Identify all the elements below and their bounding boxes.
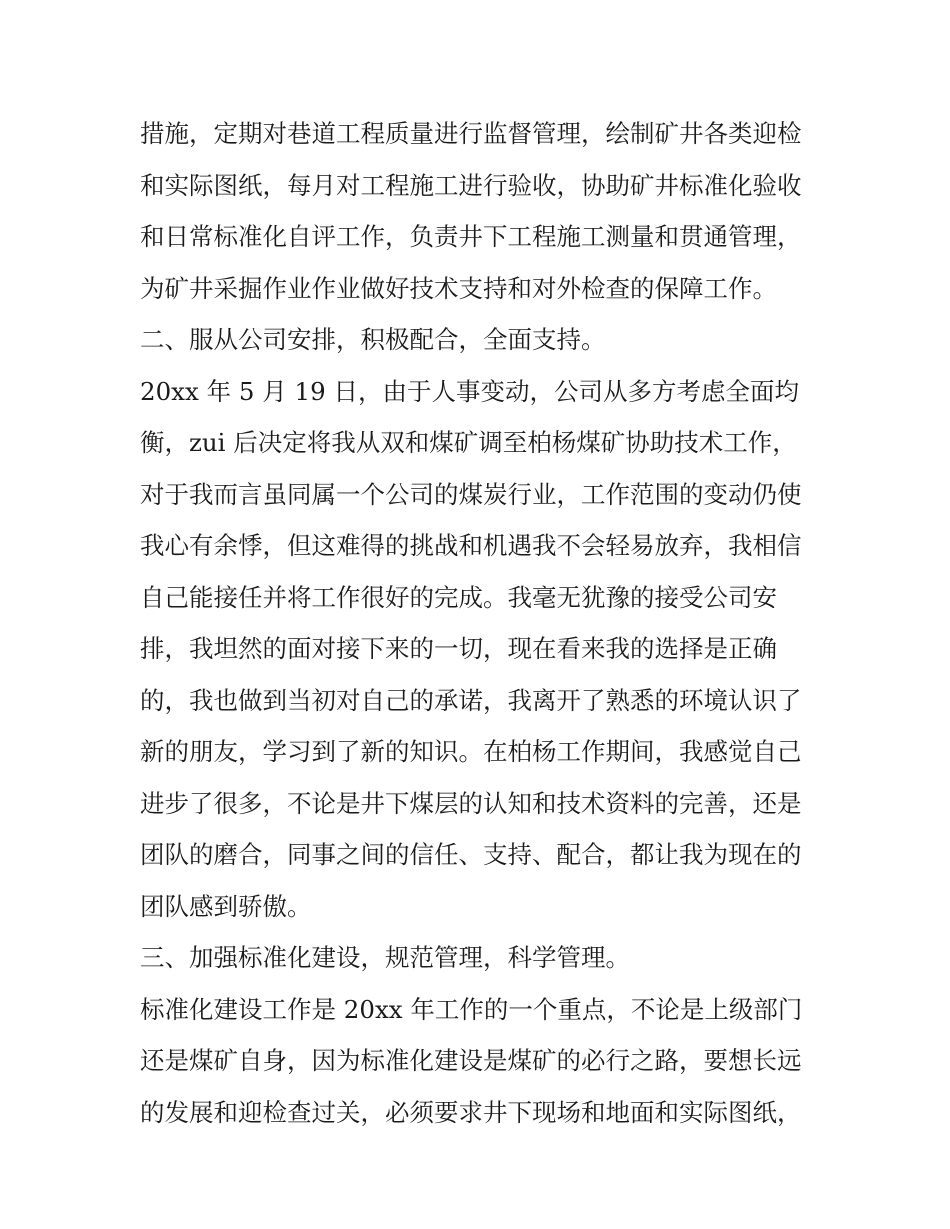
text-line: 和实际图纸，每月对工程施工进行验收，协助矿井标准化验收 bbox=[140, 170, 802, 200]
text-line: 对于我而言虽同属一个公司的煤炭行业，工作范围的变动仍使 bbox=[140, 479, 802, 509]
text-line: 我心有余悸，但这难得的挑战和机遇我不会轻易放弃，我相信 bbox=[140, 531, 802, 560]
text-line: 进步了很多，不论是井下煤层的认知和技术资料的完善，还是 bbox=[140, 788, 802, 818]
text-line: 新的朋友，学习到了新的知识。在柏杨工作期间，我感觉自己 bbox=[140, 737, 802, 766]
text-line: 衡，zui 后决定将我从双和煤矿调至柏杨煤矿协助技术工作， bbox=[140, 428, 797, 457]
text-line: 团队感到骄傲。 bbox=[140, 891, 312, 921]
text-line: 为矿井采掘作业作业做好技术支持和对外检查的保障工作。 bbox=[140, 273, 777, 303]
text-line: 的，我也做到当初对自己的承诺，我离开了熟悉的环境认识了 bbox=[140, 685, 802, 715]
text-line: 还是煤矿自身，因为标准化建设是煤矿的必行之路，要想长远 bbox=[140, 1046, 802, 1075]
body-text bbox=[140, 108, 830, 1138]
text-line: 排，我坦然的面对接下来的一切，现在看来我的选择是正确 bbox=[140, 634, 777, 663]
text-line: 标准化建设工作是 20xx 年工作的一个重点，不论是上级部门 bbox=[140, 994, 803, 1024]
text-line: 20xx 年 5 月 19 日，由于人事变动，公司从多方考虑全面均 bbox=[140, 376, 800, 406]
text-line: 自己能接任并将工作很好的完成。我毫无犹豫的接受公司安 bbox=[140, 582, 777, 612]
section-heading: 三、加强标准化建设，规范管理，科学管理。 bbox=[140, 943, 630, 972]
text-line: 团队的磨合，同事之间的信任、支持、配合，都让我为现在的 bbox=[140, 840, 802, 869]
text-line: 措施，定期对巷道工程质量进行监督管理，绘制矿井各类迎检 bbox=[140, 119, 802, 148]
text-line: 和日常标准化自评工作，负责井下工程施工测量和贯通管理， bbox=[140, 222, 802, 251]
text-line: 的发展和迎检查过关，必须要求井下现场和地面和实际图纸， bbox=[140, 1097, 802, 1127]
section-heading: 二、服从公司安排，积极配合，全面支持。 bbox=[140, 325, 606, 354]
